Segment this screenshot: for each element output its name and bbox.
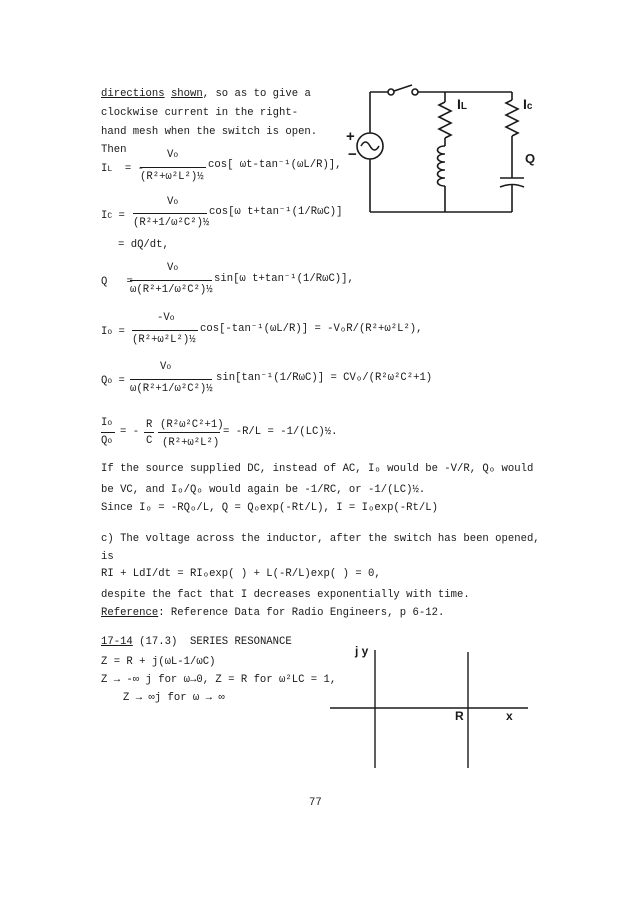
eq-IL-lhs: IL = - <box>101 163 144 175</box>
eq-ratio-lhs-numerator: Io <box>101 417 113 429</box>
para-dc-line-3: Since Iₒ = -RQₒ/L, Q = Qₒexp(-Rt/L), I = Iₒexp(-Rt/L) <box>101 502 438 514</box>
eq-Qo-lhs: Qo = <box>101 375 125 387</box>
intro-line-3: hand mesh when the switch is open. <box>101 126 318 138</box>
plot-label-R: R <box>455 709 464 723</box>
impedance-plane-plot <box>330 650 530 770</box>
eq-ratio-big-line <box>158 432 220 433</box>
eq-ratio-rhs: = -R/L = -1/(LC)½. <box>223 426 338 438</box>
plot-label-jy: j y <box>355 644 369 658</box>
eq-IC-denominator: (R²+1/ω²C²)½ <box>133 217 210 229</box>
eq-ratio-equals: = - <box>120 426 140 438</box>
eq-Qo-fraction-line <box>130 379 212 380</box>
eq-IL-denominator: (R²+ω²L²)½ <box>140 171 204 183</box>
problem-line-1: Z = R + j(ωL-1/ωC) <box>101 656 216 668</box>
eq-IL-numerator: Vo <box>167 149 179 161</box>
reference-line: Reference: Reference Data for Radio Engineers, p 6-12. <box>101 607 445 619</box>
eq-Qo-denominator: ω(R²+1/ω²C²)½ <box>130 383 213 395</box>
eq-Q-lhs: Q = <box>101 276 133 288</box>
eq-ratio-lhs-denominator: Qo <box>101 435 113 447</box>
eq-Io-numerator: -Vo <box>157 312 175 324</box>
eq-ratio-C: C <box>146 435 153 447</box>
problem-heading: 17-14 (17.3) SERIES RESONANCE <box>101 636 292 648</box>
eq-IC-fraction-line <box>133 213 207 214</box>
eq-Q-numerator: Vo <box>167 262 179 274</box>
part-c-line-1: c) The voltage across the inductor, after the switch has been opened, <box>101 533 540 545</box>
eq-dQdt: = dQ/dt, <box>118 239 169 251</box>
intro-line-4: Then <box>101 144 127 156</box>
eq-IC-rhs: cos[ω t+tan⁻¹(1/RωC)] <box>209 206 343 218</box>
eq-Qo-numerator: Vo <box>160 361 172 373</box>
eq-ratio-R: R <box>146 419 153 431</box>
part-c-line-3: RI + LdI/dt = RIₒexp( ) + L(-R/L)exp( ) = 0, <box>101 568 381 580</box>
label-IL: IL <box>457 96 467 112</box>
label-Q: Q <box>525 151 536 166</box>
part-c-line-2: is <box>101 551 114 563</box>
eq-IL-fraction-line <box>140 167 206 168</box>
eq-Q-fraction-line <box>130 280 212 281</box>
label-IC: Ic <box>523 96 533 112</box>
source-minus-label: − <box>348 146 357 163</box>
eq-IL-rhs: cos[ ωt-tan⁻¹(ωL/R)], <box>208 159 342 171</box>
source-plus-label: + <box>346 128 355 145</box>
part-c-line-4: despite the fact that I decreases exponentially with time. <box>101 589 470 601</box>
intro-line-2: clockwise current in the right- <box>101 107 299 119</box>
eq-IC-lhs: IC = <box>101 210 125 222</box>
eq-IC-numerator: Vo <box>167 196 179 208</box>
eq-Io-rhs: cos[-tan⁻¹(ωL/R)] = -VₒR/(R²+ω²L²), <box>200 323 423 335</box>
intro-line-1: directions shown, so as to give a <box>101 88 311 100</box>
para-dc-line-1: If the source supplied DC, instead of AC, Iₒ would be -V/R, Qₒ would <box>101 463 534 475</box>
eq-ratio-mid-line <box>144 432 154 433</box>
circuit-diagram <box>340 80 540 230</box>
eq-ratio-big-denominator: (R²+ω²L²) <box>162 437 220 449</box>
eq-Qo-rhs: sin[tan⁻¹(1/RωC)] = CVₒ/(R²ω²C²+1) <box>216 372 433 384</box>
problem-line-2: Z → -∞ j for ω→0, Z = R for ω²LC = 1, <box>101 674 337 686</box>
eq-Q-denominator: ω(R²+1/ω²C²)½ <box>130 284 213 296</box>
para-dc-line-2: be VC, and Iₒ/Qₒ would again be -1/RC, or -1/(LC)½. <box>101 484 426 496</box>
eq-Io-fraction-line <box>132 330 198 331</box>
problem-line-3: Z → ∞j for ω → ∞ <box>123 692 225 704</box>
eq-Q-rhs: sin[ω t+tan⁻¹(1/RωC)], <box>214 273 354 285</box>
eq-Io-denominator: (R²+ω²L²)½ <box>132 334 196 346</box>
eq-ratio-big-numerator: (R²ω²C²+1) <box>160 419 224 431</box>
page-number: 77 <box>309 797 322 809</box>
eq-Io-lhs: Io = <box>101 326 125 338</box>
plot-label-x: x <box>506 709 513 723</box>
eq-ratio-lhs-line <box>101 432 115 433</box>
